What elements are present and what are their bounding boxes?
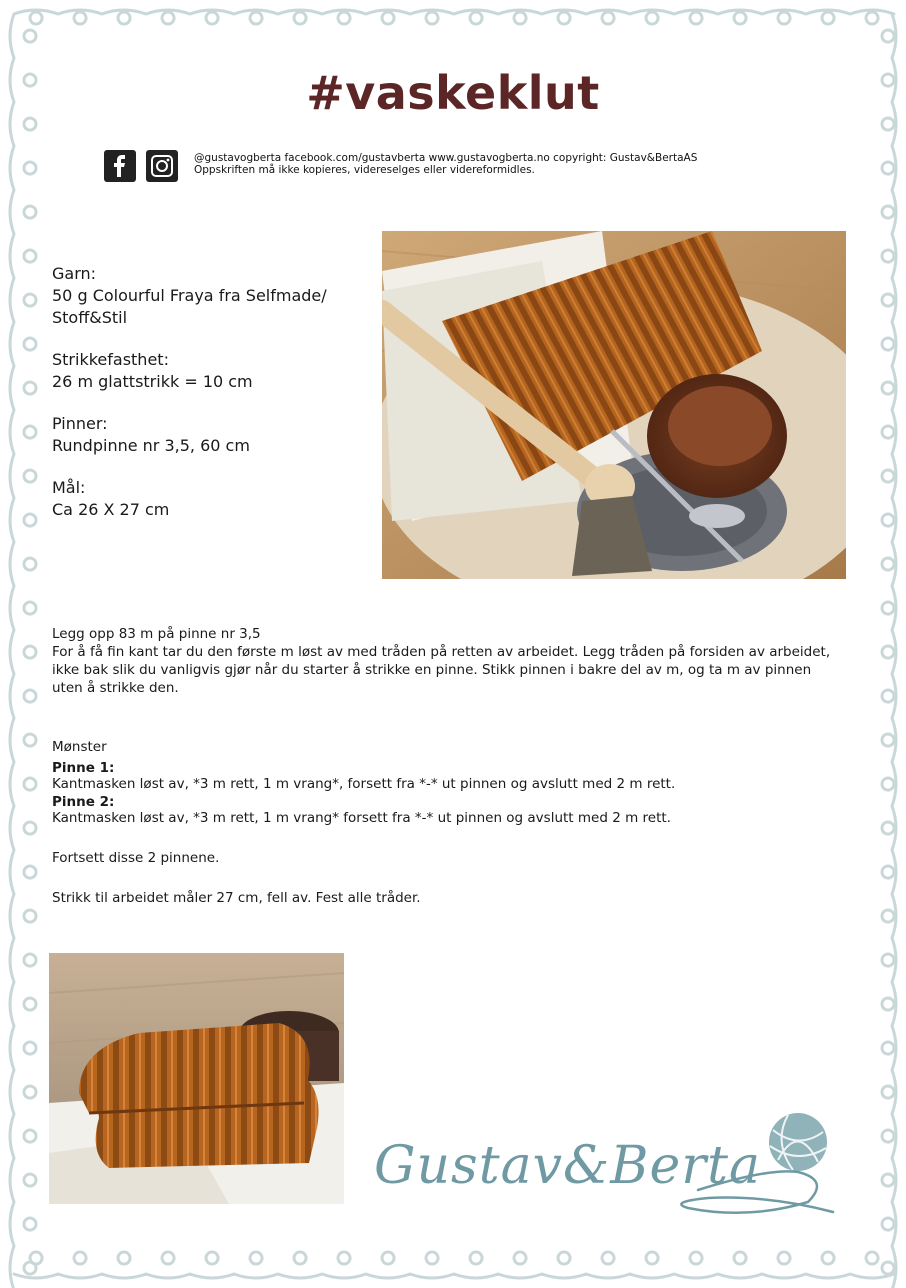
row-1-label: Pinne 1: (52, 760, 115, 776)
brand-logo (368, 1110, 840, 1220)
spec-label: Strikkefasthet: (52, 350, 169, 369)
dishcloth-photo-folded (49, 953, 344, 1204)
spec-needles (52, 413, 372, 457)
pattern-section (52, 738, 842, 826)
row-1-text: Kantmasken løst av, *3 m rett, 1 m vrang*, forsett fra *-* ut pinnen og avslutt med 2 m rett. (52, 776, 676, 792)
spec-label: Mål: (52, 478, 86, 497)
spec-value: Ca 26 X 27 cm (52, 500, 170, 519)
credits (194, 152, 697, 176)
instagram-icon[interactable] (146, 150, 178, 182)
brand-logo-text: Gustav&Berta (374, 1136, 762, 1196)
finish-text: Strikk til arbeidet måler 27 cm, fell av. Fest alle tråder. (52, 890, 421, 906)
spec-value: 50 g Colourful Fraya fra Selfmade/ Stoff&Stil (52, 286, 327, 327)
credits-line-2: Oppskriften må ikke kopieres, videreselges eller videreformidles. (194, 164, 535, 176)
pattern-heading: Mønster (52, 739, 107, 755)
specs-list (52, 263, 372, 541)
spec-size (52, 477, 372, 521)
edge-stitch-text: For å få fin kant tar du den første m løst av med tråden på retten av arbeidet. Legg tråden på forsiden av arbeidet, ikke bak slik du vanligvis gjør når du starter å strikke en pinne. Stikk pinnen i bakre del av m, og ta m av pinnen uten å strikke den. (52, 644, 831, 696)
spec-yarn (52, 263, 372, 329)
spec-value: 26 m glattstrikk = 10 cm (52, 372, 253, 391)
spec-gauge (52, 349, 372, 393)
facebook-icon[interactable] (104, 150, 136, 182)
spec-label: Garn: (52, 264, 97, 283)
continue-text: Fortsett disse 2 pinnene. (52, 850, 220, 866)
cast-on-line: Legg opp 83 m på pinne nr 3,5 (52, 626, 261, 642)
cast-on-instructions (52, 625, 842, 697)
row-2-label: Pinne 2: (52, 794, 115, 810)
dishcloth-photo-main (382, 231, 846, 579)
page-title: #vaskeklut (306, 66, 600, 120)
credits-line-1: @gustavogberta facebook.com/gustavberta www.gustavogberta.no copyright: Gustav&BertaAS (194, 152, 698, 164)
spec-value: Rundpinne nr 3,5, 60 cm (52, 436, 250, 455)
social-icons (104, 150, 178, 182)
spec-label: Pinner: (52, 414, 108, 433)
row-2-text: Kantmasken løst av, *3 m rett, 1 m vrang* forsett fra *-* ut pinnen og avslutt med 2 m rett. (52, 810, 671, 826)
